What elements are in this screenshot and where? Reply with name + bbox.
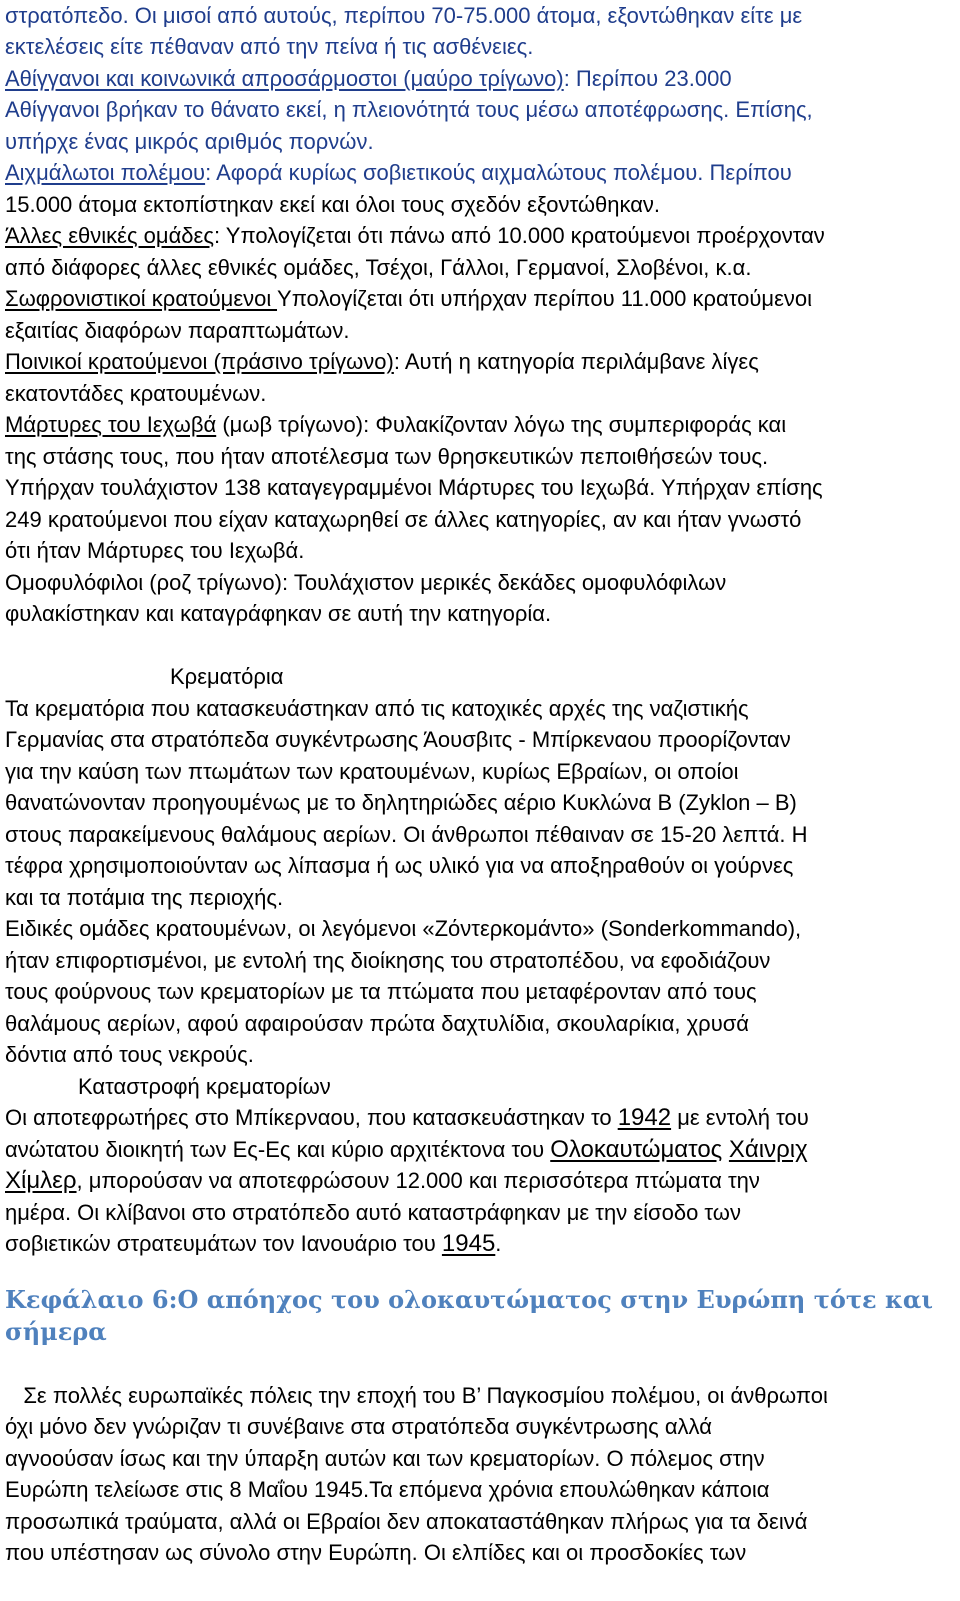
text-line: της στάσης τους, που ήταν αποτέλεσμα των θρησκευτικών πεποιθήσεών τους. <box>5 444 769 469</box>
text-line: που υπέστησαν ως σύνολο στην Ευρώπη. Οι ελπίδες και οι προσδοκίες των <box>5 1540 747 1565</box>
text-line: εκατοντάδες κρατουμένων. <box>5 381 267 406</box>
text-line: θαλάμους αερίων, αφού αφαιρούσαν πρώτα δαχτυλίδια, σκουλαρίκια, χρυσά <box>5 1011 750 1036</box>
text-line: Υπήρχαν τουλάχιστον 138 καταγεγραμμένοι Μάρτυρες του Ιεχωβά. Υπήρχαν επίσης <box>5 475 823 500</box>
link-heinrich[interactable]: Χάινριχ <box>728 1136 808 1163</box>
text-line: Άλλες εθνικές ομάδες: Υπολογίζεται ότι πάνω από 10.000 κρατούμενοι προέρχονταν <box>5 223 825 248</box>
text-line: σοβιετικών στρατευμάτων τον Ιανουάριο του 1945. <box>5 1230 502 1257</box>
text-line: Γερμανίας στα στρατόπεδα συγκέντρωσης Άουσβιτς - Μπίρκεναου προορίζονταν <box>5 727 791 752</box>
text-line: τέφρα χρησιμοποιούνταν ως λίπασμα ή ως υλικό για να αποξηραθούν οι γούρνες <box>5 853 794 878</box>
text-line: Μάρτυρες του Ιεχωβά (μωβ τρίγωνο): Φυλακίζονταν λόγω της συμπεριφοράς και <box>5 412 787 437</box>
text-line: 15.000 άτομα εκτοπίστηκαν εκεί και όλοι τους σχεδόν εξοντώθηκαν. <box>5 192 661 217</box>
text-line: θανατώνονταν προηγουμένως με το δηλητηριώδες αέριο Κυκλώνα Β (Zyklon – B) <box>5 790 797 815</box>
text-line: τους φούρνους των κρεματορίων με τα πτώματα που μεταφέρονταν από τους <box>5 979 757 1004</box>
text-line: υπήρχε ένας μικρός αριθμός πορνών. <box>5 129 374 154</box>
text-line: στρατόπεδο. Οι μισοί από αυτούς, περίπου 70-75.000 άτομα, εξοντώθηκαν είτε με <box>5 3 803 28</box>
text-line: στους παρακείμενους θαλάμους αερίων. Οι άνθρωποι πέθαιναν σε 15-20 λεπτά. Η <box>5 822 808 847</box>
text-line: εκτελέσεις είτε πέθαναν από την πείνα ή τις ασθένειες. <box>5 34 534 59</box>
section-title-destruction: Καταστροφή κρεματορίων <box>78 1074 331 1099</box>
text-line: Αθίγγανοι βρήκαν το θάνατο εκεί, η πλειονότητά τους μέσω αποτέφρωσης. Επίσης, <box>5 97 813 122</box>
text-line: φυλακίστηκαν και καταγράφηκαν σε αυτή την κατηγορία. <box>5 601 552 626</box>
text-line: ανώτατου διοικητή των Ες-Ες και κύριο αρχιτέκτονα του Ολοκαυτώματος Χάινριχ <box>5 1136 808 1163</box>
text-line: για την καύση των πτωμάτων των κρατουμένων, κυρίως Εβραίων, οι οποίοι <box>5 759 739 784</box>
text-line: όχι μόνο δεν γνώριζαν τι συνέβαινε στα στρατόπεδα συγκέντρωσης αλλά <box>5 1414 712 1439</box>
link-himmler[interactable]: Χίμλερ <box>5 1167 77 1194</box>
link-1945[interactable]: 1945 <box>441 1230 496 1257</box>
text-line: από διάφορες άλλες εθνικές ομάδες, Τσέχοι, Γάλλοι, Γερμανοί, Σλοβένοι, κ.α. <box>5 255 752 280</box>
link-pows[interactable]: Αιχμάλωτοι πολέμου <box>5 160 206 185</box>
link-criminal[interactable]: Ποινικοί κρατούμενοι (πράσινο τρίγωνο) <box>5 349 394 374</box>
text-line: Σωφρονιστικοί κρατούμενοι Υπολογίζεται ότι υπήρχαν περίπου 11.000 κρατούμενοι <box>5 286 813 311</box>
text-line: Ειδικές ομάδες κρατουμένων, οι λεγόμενοι «Ζόντερκομάντο» (Sonderkommando), <box>5 916 802 941</box>
link-other-groups[interactable]: Άλλες εθνικές ομάδες <box>5 223 214 248</box>
link-holocaust[interactable]: Ολοκαυτώματος <box>550 1136 723 1163</box>
text-line: ότι ήταν Μάρτυρες του Ιεχωβά. <box>5 538 305 563</box>
text-line: ημέρα. Οι κλίβανοι στο στρατόπεδο αυτό καταστράφηκαν με την είσοδο των <box>5 1200 741 1225</box>
text-line: προσωπικά τραύματα, αλλά οι Εβραίοι δεν αποκαταστάθηκαν πλήρως για τα δεινά <box>5 1509 808 1534</box>
text-line: δόντια από τους νεκρούς. <box>5 1042 254 1067</box>
section-title-crematoria: Κρεματόρια <box>170 664 284 689</box>
link-correctional[interactable]: Σωφρονιστικοί κρατούμενοι <box>5 286 278 311</box>
text-line: Οι αποτεφρωτήρες στο Μπίκερναου, που κατασκευάστηκαν το 1942 με εντολή του <box>5 1104 809 1131</box>
text-line: ήταν επιφορτισμένοι, με εντολή της διοίκησης του στρατοπέδου, να εφοδιάζουν <box>5 948 771 973</box>
text-line: Τα κρεματόρια που κατασκευάστηκαν από τις κατοχικές αρχές της ναζιστικής <box>5 696 749 721</box>
chapter-heading: σήμερα <box>5 1317 107 1346</box>
link-roma[interactable]: Αθίγγανοι και κοινωνικά απροσάρμοστοι (μαύρο τρίγωνο) <box>5 66 564 91</box>
text-line: και τα ποτάμια της περιοχής. <box>5 885 284 910</box>
text-line: Χίμλερ, μπορούσαν να αποτεφρώσουν 12.000 και περισσότερα πτώματα την <box>5 1167 760 1194</box>
text-line: Σε πολλές ευρωπαϊκές πόλεις την εποχή του Β’ Παγκοσμίου πολέμου, οι άνθρωποι <box>5 1383 828 1408</box>
text-line: Ποινικοί κρατούμενοι (πράσινο τρίγωνο): Αυτή η κατηγορία περιλάμβανε λίγες <box>5 349 759 374</box>
text-line: 249 κρατούμενοι που είχαν καταχωρηθεί σε άλλες κατηγορίες, αν και ήταν γνωστό <box>5 507 802 532</box>
chapter-heading: Κεφάλαιο 6:Ο απόηχος του ολοκαυτώματος στην Ευρώπη τότε και <box>5 1285 934 1314</box>
text-line: εξαιτίας διαφόρων παραπτωμάτων. <box>5 318 350 343</box>
link-1942[interactable]: 1942 <box>617 1104 672 1131</box>
text-line: Ευρώπη τελείωσε στις 8 Μαΐου 1945.Τα επόμενα χρόνια επουλώθηκαν κάποια <box>5 1477 770 1502</box>
text-line: Ομοφυλόφιλοι (ροζ τρίγωνο): Τουλάχιστον μερικές δεκάδες ομοφυλόφιλων <box>5 570 727 595</box>
link-jehovah[interactable]: Μάρτυρες του Ιεχωβά <box>5 412 217 437</box>
text-line: αγνοούσαν ίσως και την ύπαρξη αυτών και των κρεματορίων. Ο πόλεμος στην <box>5 1446 765 1471</box>
text-line: Αιχμάλωτοι πολέμου: Αφορά κυρίως σοβιετικούς αιχμαλώτους πολέμου. Περίπου <box>5 160 792 185</box>
text-line: Αθίγγανοι και κοινωνικά απροσάρμοστοι (μαύρο τρίγωνο): Περίπου 23.000 <box>5 66 732 91</box>
